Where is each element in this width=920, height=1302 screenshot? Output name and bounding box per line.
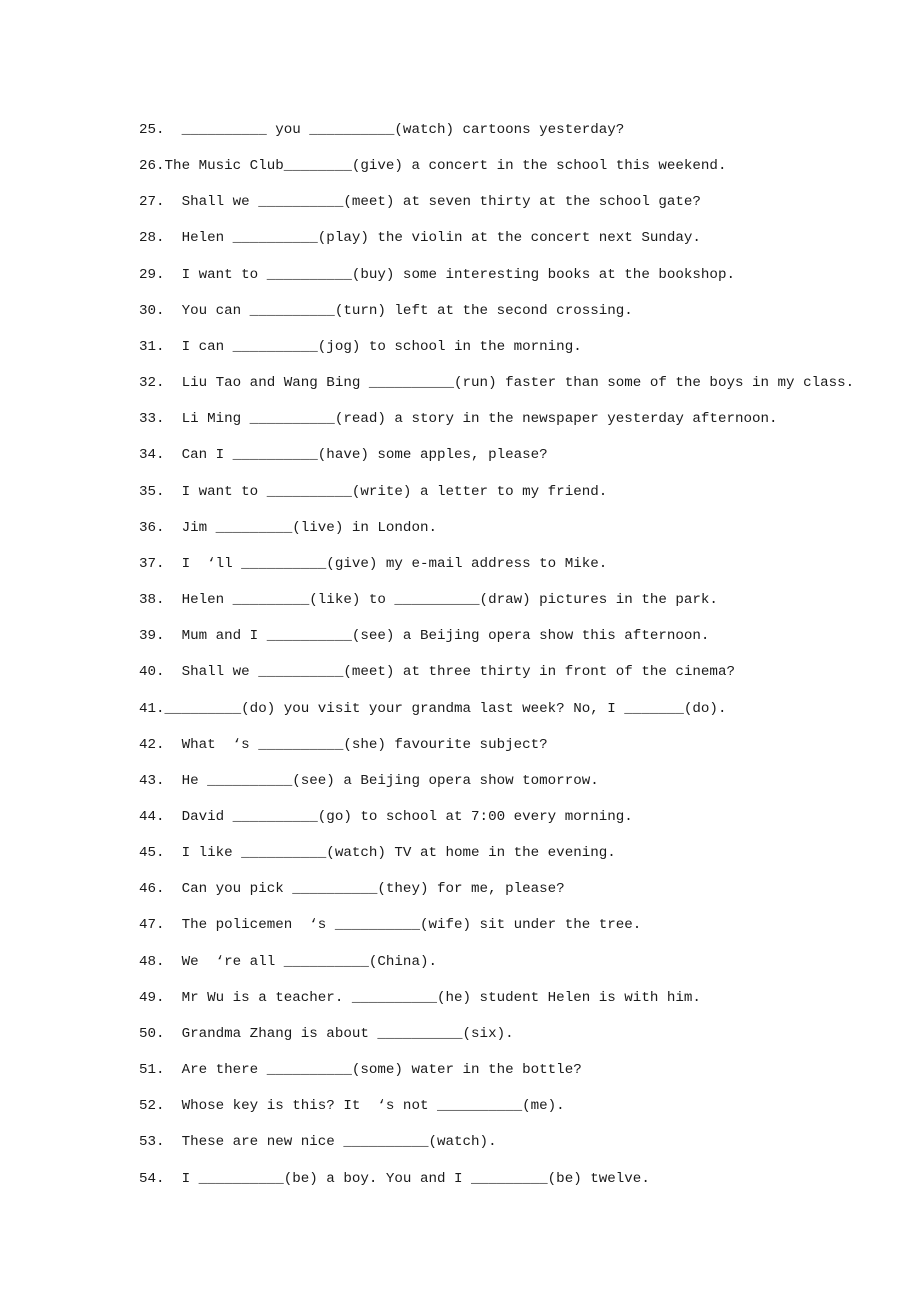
exercise-item: 50. Grandma Zhang is about __________(six). [139, 1025, 514, 1042]
exercise-item: 51. Are there __________(some) water in the bottle? [139, 1062, 582, 1079]
exercise-item: 30. You can __________(turn) left at the second crossing. [139, 302, 633, 319]
exercise-item: 37. I ‘ll __________(give) my e-mail address to Mike. [139, 555, 608, 572]
exercise-item: 34. Can I __________(have) some apples, please? [139, 447, 548, 464]
exercise-item: 48. We ‘re all __________(China). [139, 953, 437, 970]
exercise-item: 35. I want to __________(write) a letter to my friend. [139, 483, 608, 500]
exercise-item: 43. He __________(see) a Beijing opera show tomorrow. [139, 772, 599, 789]
exercise-item: 44. David __________(go) to school at 7:00 every morning. [139, 808, 633, 825]
exercise-item: 40. Shall we __________(meet) at three thirty in front of the cinema? [139, 664, 735, 681]
exercise-item: 27. Shall we __________(meet) at seven thirty at the school gate? [139, 194, 701, 211]
exercise-item: 32. Liu Tao and Wang Bing __________(run) faster than some of the boys in my class. [139, 375, 855, 392]
exercise-item: 26.The Music Club________(give) a concert in the school this weekend. [139, 158, 727, 175]
exercise-item: 47. The policemen ‘s __________(wife) sit under the tree. [139, 917, 642, 934]
exercise-item: 28. Helen __________(play) the violin at the concert next Sunday. [139, 230, 701, 247]
exercise-item: 38. Helen _________(like) to __________(draw) pictures in the park. [139, 592, 718, 609]
exercise-item: 25. __________ you __________(watch) cartoons yesterday? [139, 122, 625, 138]
exercise-list [139, 119, 854, 1204]
exercise-item: 45. I like __________(watch) TV at home in the evening. [139, 845, 616, 862]
exercise-item: 54. I __________(be) a boy. You and I _________(be) twelve. [139, 1170, 650, 1187]
exercise-item: 31. I can __________(jog) to school in the morning. [139, 338, 582, 355]
exercise-item: 53. These are new nice __________(watch). [139, 1134, 497, 1151]
exercise-item: 29. I want to __________(buy) some interesting books at the bookshop. [139, 266, 735, 283]
exercise-item: 42. What ‘s __________(she) favourite subject? [139, 736, 548, 753]
exercise-item: 46. Can you pick __________(they) for me, please? [139, 881, 565, 898]
exercise-item: 41._________(do) you visit your grandma last week? No, I _______(do). [139, 700, 727, 717]
exercise-item: 33. Li Ming __________(read) a story in the newspaper yesterday afternoon. [139, 411, 778, 428]
exercise-item: 36. Jim _________(live) in London. [139, 519, 437, 536]
exercise-item: 39. Mum and I __________(see) a Beijing opera show this afternoon. [139, 628, 710, 645]
exercise-item: 52. Whose key is this? It ‘s not __________(me). [139, 1098, 565, 1115]
exercise-item: 49. Mr Wu is a teacher. __________(he) student Helen is with him. [139, 989, 701, 1006]
